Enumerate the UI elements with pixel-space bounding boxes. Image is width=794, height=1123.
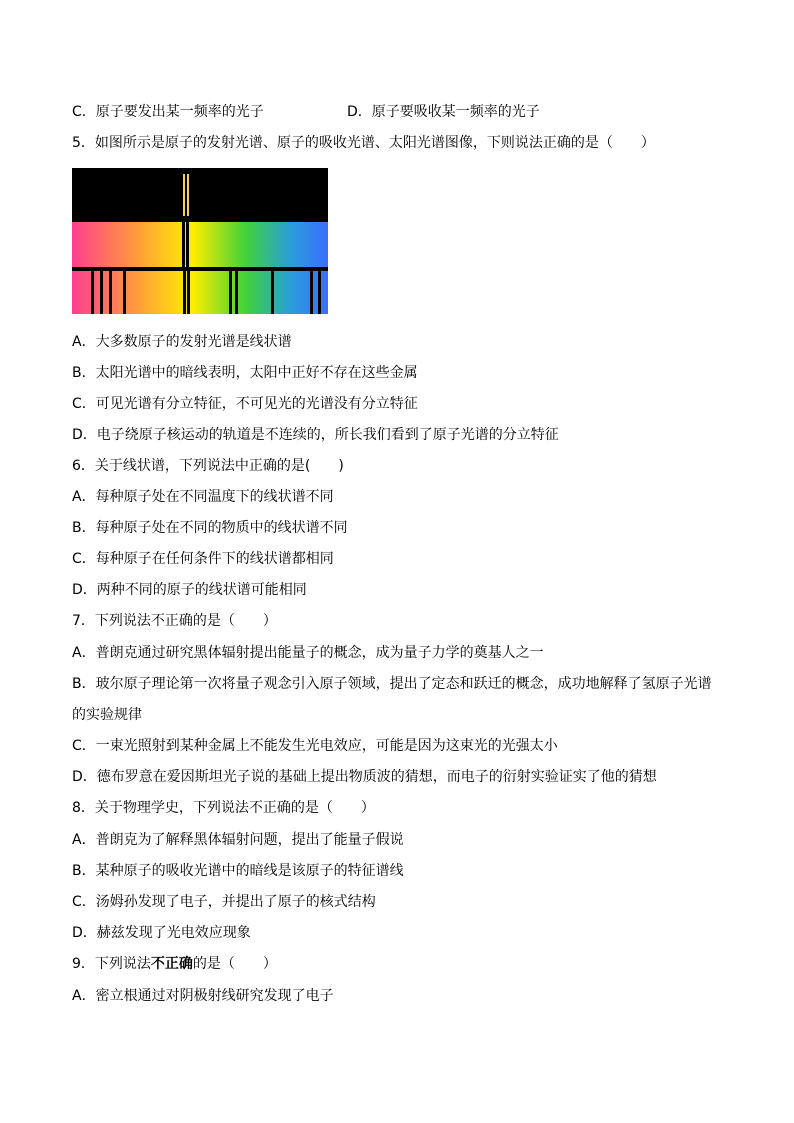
q6-option-a: A．每种原子处在不同温度下的线状谱不同	[72, 489, 334, 505]
q8-option-c: C．汤姆孙发现了电子，并提出了原子的核式结构	[72, 894, 376, 910]
emission-line	[183, 174, 185, 216]
absorption-line	[186, 222, 189, 268]
q9-option-a: A．密立根通过对阴极射线研究发现了电子	[72, 988, 334, 1004]
q6-option-b: B．每种原子处在不同的物质中的线状谱不同	[72, 520, 348, 536]
q9-stem-emphasis: 不正确	[150, 956, 193, 972]
q8-option-b: B．某种原子的吸收光谱中的暗线是该原子的特征谱线	[72, 863, 404, 879]
q7-option-b-continued: 的实验规律	[72, 707, 142, 723]
q5-option-d: D．电子绕原子核运动的轨道是不连续的，所长我们看到了原子光谱的分立特征	[72, 427, 559, 443]
absorption-line	[182, 222, 185, 268]
q4-option-c: C．原子要发出某一频率的光子	[72, 104, 264, 120]
q6-option-c: C．每种原子在任何条件下的线状谱都相同	[72, 551, 334, 567]
q5-option-c: C．可见光谱有分立特征，不可见光的光谱没有分立特征	[72, 396, 418, 412]
emission-line	[187, 174, 189, 216]
q5-stem: 5．如图所示是原子的发射光谱、原子的吸收光谱、太阳光谱图像，下则说法正确的是（ ）	[72, 135, 655, 151]
q8-option-a: A．普朗克为了解释黑体辐射问题，提出了能量子假说	[72, 832, 404, 848]
emission-spectrum	[72, 168, 328, 222]
q7-option-d: D．德布罗意在爱因斯坦光子说的基础上提出物质波的猜想，而电子的衍射实验证实了他的猜想	[72, 769, 657, 785]
q8-option-d: D．赫兹发现了光电效应现象	[72, 925, 251, 941]
q7-stem: 7．下列说法不正确的是（ ）	[72, 613, 277, 629]
q5-option-a: A．大多数原子的发射光谱是线状谱	[72, 334, 292, 350]
q7-option-b: B．玻尔原子理论第一次将量子观念引入原子领域，提出了定态和跃迁的概念，成功地解释了氢原子光谱	[72, 676, 712, 692]
q9-stem-pre: 9．下列说法	[72, 956, 151, 972]
q5-option-b: B．太阳光谱中的暗线表明，太阳中正好不存在这些金属	[72, 365, 418, 381]
q6-stem: 6．关于线状谱，下列说法中正确的是( )	[72, 458, 344, 474]
q7-option-a: A．普朗克通过研究黑体辐射提出能量子的概念，成为量子力学的奠基人之一	[72, 645, 544, 661]
q9-stem-post: 的是（ ）	[192, 956, 277, 972]
q8-stem: 8．关于物理学史，下列说法不正确的是（ ）	[72, 800, 375, 816]
absorption-spectrum	[72, 222, 328, 268]
spectra-figure	[72, 168, 328, 314]
q7-option-c: C．一束光照射到某种金属上不能发生光电效应，可能是因为这束光的光强太小	[72, 738, 558, 754]
q4-option-d: D．原子要吸收某一频率的光子	[347, 104, 540, 120]
q9-stem	[72, 955, 277, 973]
q6-option-d: D．两种不同的原子的线状谱可能相同	[72, 582, 307, 598]
